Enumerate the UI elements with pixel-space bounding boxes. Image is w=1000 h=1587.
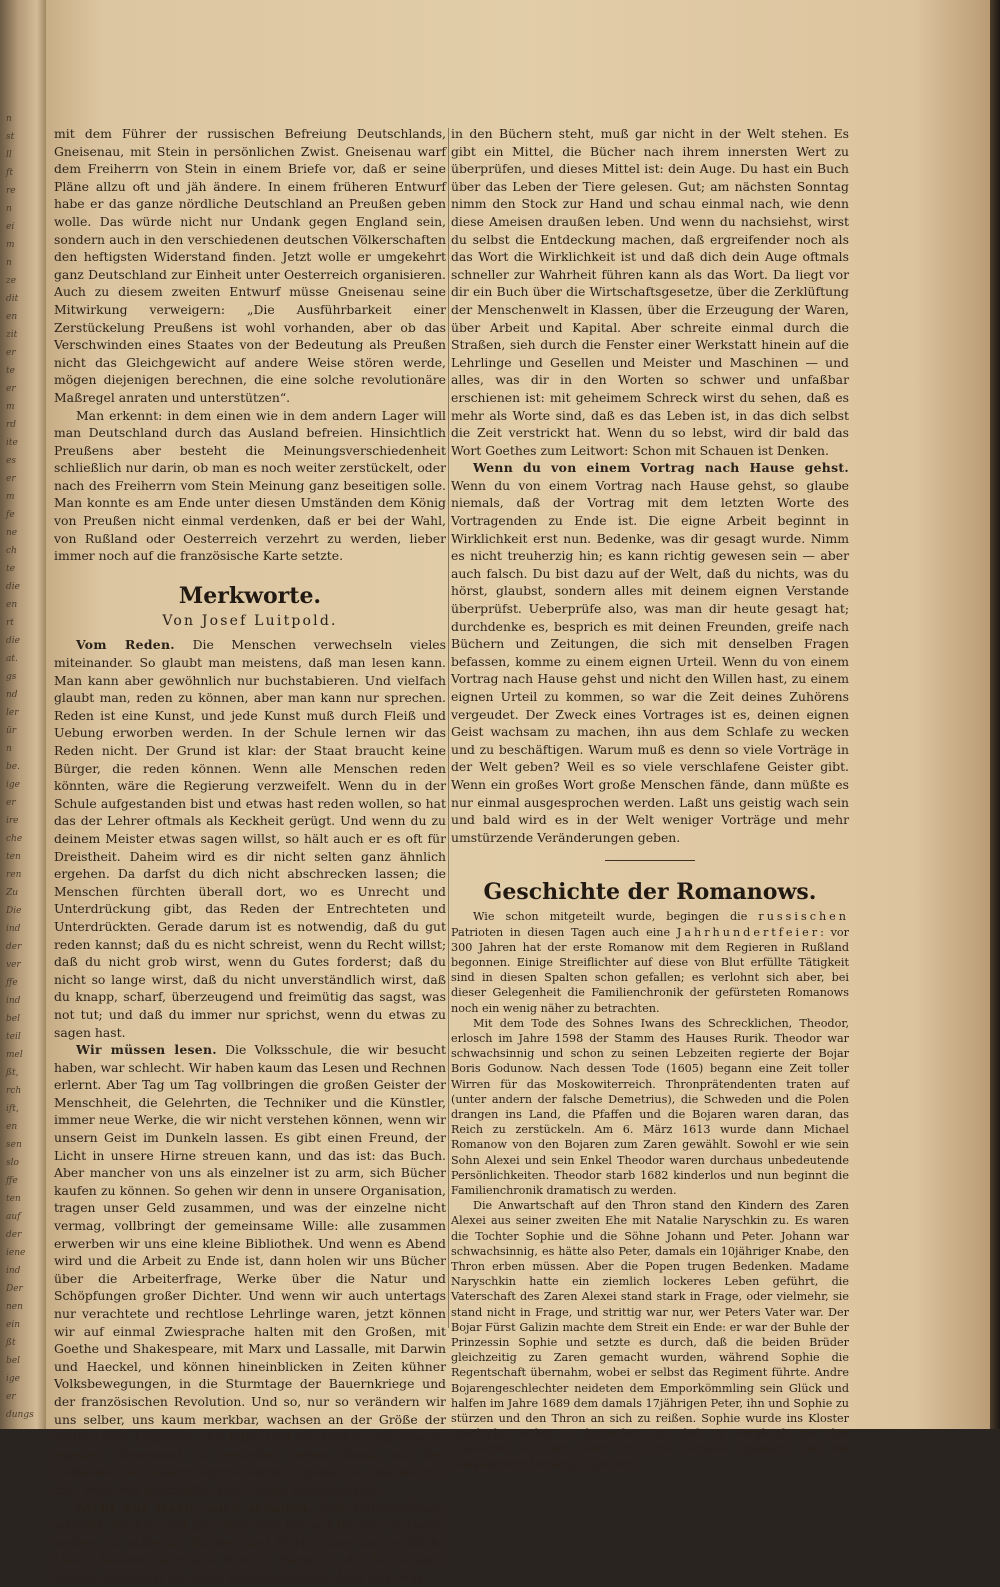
margin-fragment: ire (6, 816, 19, 826)
text-run-spaced: Jahrhundertfeier (676, 925, 821, 939)
margin-fragment: fe (6, 510, 15, 520)
text-run: : vor 300 Jahren hat der erste Romanow mit dem Regieren in Rußland begonnen. Einige Streiflichter auf diese von Blut erfüllte Tätigkeit sind in diesen Spalten schon gefallen; es verlohnt sich aber, bei dieser Gelegenheit die Familienchronik der gefürsteten Romanows noch ein wenig näher zu betrachten. (451, 925, 850, 1015)
margin-fragment: ffe (6, 1176, 18, 1186)
margin-fragment: ffe (6, 978, 18, 988)
margin-fragment: ige (6, 1374, 20, 1384)
section-divider (605, 860, 695, 861)
margin-fragment: ßt (6, 1338, 16, 1348)
margin-fragment: che (6, 834, 23, 844)
continued-article-text: mit dem Führer der russischen Befreiung Deutschlands, Gneisenau, mit Stein in persönlichen Zwist. Gneisenau warf dem Freiherrn von Stein in einem Briefe vor, daß er seine Pläne allzu oft und jäh ändere. In einem früheren Entwurf habe er das ganze nördliche Deutschland an Preußen geben wolle. Das würde nicht nur Undank gegen England sein, sondern auch in den verschiedenen deutschen Völkerschaften den heftigsten Widerstand finden. Jetzt wolle er umgekehrt ganz Deutschland zur Einheit unter Oesterreich organisieren. Auch zu diesem zweiten Entwurf müsse Gneisenau seine Mitwirkung verweigern: „Die Ausführbarkeit einer Zerstückelung Preußens ist wohl vorhanden, aber ob das Verschwinden eines Staates von der Bedeutung als Preußen nicht das Gleichgewicht auf andere Weise stören werde, mögen diejenigen berechnen, die eine solche revolutionäre Maßregel anraten und unterstützen“. (54, 126, 446, 405)
margin-fragment: er (6, 348, 16, 358)
text-run: Wie schon mitgeteilt wurde, begingen die (473, 910, 759, 924)
article-byline: Von Josef Luitpold. (162, 612, 338, 629)
margin-fragment: ige (6, 780, 20, 790)
margin-fragment: dungs (6, 1410, 34, 1420)
margin-fragment: n (6, 258, 12, 268)
section-lead: Vom Reden. (76, 637, 175, 653)
margin-fragment: ift, (6, 1104, 19, 1114)
margin-fragment: Die (6, 906, 22, 916)
margin-fragment: ite (6, 438, 18, 448)
margin-fragment: zit (6, 330, 18, 340)
romanows-paragraph-2: Mit dem Tode des Sohnes Iwans des Schrecklichen, Theodor, erlosch im Jahre 1598 der Stamm des Hauses Rurik. Theodor war schwachsinnig und schon zu seinen Lebzeiten regierte der Bojar Boris Godunow. Nach dessen Tode (1605) begann eine Zeit toller Wirren für das Moskowiterreich. Thronprätendenten traten auf (unter andern der falsche Demetrius), die Schweden und die Polen drangen ins Land, die Pfaffen und die Bojaren waren daran, das Reich zu zerstückeln. Am 6. März 1613 wurde dann Michael Romanow von den Bojaren zum Zaren gewählt. Sowohl er wie sein Sohn Alexei und sein Enkel Theodor waren durchaus unbedeutende Persönlichkeiten. Theodor starb 1682 kinderlos und nun beginnt die Familienchronik dramatisch zu werden. (451, 1016, 849, 1197)
margin-fragment: nen (6, 1302, 23, 1312)
margin-fragment: st (6, 132, 15, 142)
margin-fragment: es (6, 456, 16, 466)
margin-fragment: te (6, 366, 15, 376)
margin-fragment: ind (6, 1266, 21, 1276)
margin-fragment: gs (6, 672, 17, 682)
margin-fragment: ßt, (6, 1068, 19, 1078)
margin-fragment: er (6, 1392, 16, 1402)
margin-fragment: die (6, 636, 20, 646)
article-title-romanows: Geschichte der Romanows. (483, 879, 817, 906)
section-lead: Wenn du von einem Vortrag nach Hause gehst. (473, 460, 849, 476)
margin-fragment: ren (6, 870, 22, 880)
margin-fragment: der (6, 942, 22, 952)
margin-fragment: ten (6, 1194, 21, 1204)
margin-fragment: iene (6, 1248, 26, 1258)
paragraph-nicht-nur-lesen (54, 1499, 446, 1587)
margin-fragment: be. (6, 762, 20, 772)
paragraph-text: Jede Uebertreibung schadet. Bücher sind gut, aber sich nur auf Bücher verlassen wollen, ist schlecht. Bücher sind Worte, aber das wirkliche Leben besteht nicht aus Worten. Wenn du die Buchstaben kennst, so kannst du vieles zusammenlesen. Aber das, was (54, 1499, 446, 1585)
margin-fragment: re (6, 186, 16, 196)
margin-fragment: rt (6, 618, 14, 628)
paragraph-text: Die Volksschule, die wir besucht haben, war schlecht. Wir haben kaum das Lesen und Rechnen erlernt. Aber Tag um Tag vollbringen die großen Geister der Menschheit, die Gelehrten, die Techniker und die Künstler, immer neue Werke, die wir nicht verstehen können, wenn wir unsern Geist im Dunkeln lassen. Es gibt einen Freund, der Licht in unsere Hirne streuen kann, und das ist: das Buch. Aber mancher von uns als einzelner ist zu arm, sich Bücher kaufen zu können. So gehen wir denn in unsere Organisation, tragen unser Geld zusammen, und was der einzelne nicht vermag, vollbringt der gemeinsame Wille: alle zusammen erwerben wir uns eine kleine Bibliothek. Und wenn es Abend wird und die Arbeit zu Ende ist, dann holen wir uns Bücher über die Arbeiterfrage, Werke über die Natur und Schöpfungen großer Dichter. Und wenn wir auch untertags nur verachtete und rechtlose Lehrlinge waren, jetzt können wir auf einmal Zwiesprache halten mit den Großen, mit Goethe und Shakespeare, mit Marx und Lassalle, mit Darwin und Haeckel, und können hineinblicken in Zeiten kühner Volksbewegungen, in die Sturmtage der Bauernkriege und der französischen Revolution. Und so, nur so verändern wir uns selber, uns kaum merkbar, wachsen an der Größe der andern und beginnen, die Fülle und die Bedeutung unserer eigenen Gegenwart zu genießen, gehen daran, aus den Gedanken der andern eigene Taten zu gestalten, und werden das, wozu wir geschaffen sind: tätige Zeitgenossen. (54, 1042, 446, 1497)
section-lead: Nicht nur lesen, auch schauen. (76, 1499, 313, 1515)
margin-fragment: rch (6, 1086, 22, 1096)
margin-fragment: at. (6, 654, 18, 664)
adjacent-page-fragments (6, 110, 40, 1424)
margin-fragment: ver (6, 960, 21, 970)
margin-fragment: sen (6, 1140, 22, 1150)
margin-fragment: Der (6, 1284, 23, 1294)
margin-fragment: m (6, 492, 15, 502)
adjacent-page-edge (0, 0, 46, 1429)
romanows-article-body (451, 909, 849, 1472)
margin-fragment: Zu (6, 888, 19, 898)
text-run-spaced: russischen (758, 910, 849, 924)
margin-fragment: ler (6, 708, 19, 718)
margin-fragment: ür (6, 726, 17, 736)
margin-fragment: ze (6, 276, 17, 286)
margin-fragment: bel (6, 1356, 20, 1366)
margin-fragment: ind (6, 924, 21, 934)
continued-article-conclusion: Man erkennt: in dem einen wie in dem andern Lager will man Deutschland durch das Ausland befreien. Hinsichtlich Preußens aber besteht die Meinungsverschiedenheit schließlich nur darin, ob man es noch weiter zerstückelt, oder nach des Freiherrn vom Stein Meinung ganz beseitigen solle. Man konnte es am Ende unter diesen Umständen dem König von Preußen nicht einmal verdenken, daß er bei der Wahl, von Rußland oder Oesterreich verzehrt zu werden, lieber immer noch auf die französische Karte setzte. (54, 407, 446, 564)
margin-fragment: ind (6, 996, 21, 1006)
article-title-merkworte: Merkworte. (178, 582, 322, 609)
margin-fragment: ten (6, 852, 21, 862)
book-binding-edge (990, 0, 1000, 1429)
margin-fragment: n (6, 744, 12, 754)
margin-fragment: n (6, 204, 12, 214)
margin-fragment: mel (6, 1050, 23, 1060)
margin-fragment: nd (6, 690, 18, 700)
margin-fragment: en (6, 312, 18, 322)
margin-fragment: ein (6, 1320, 21, 1330)
paragraph-text: Wenn du von einem Vortrag nach Hause gehst, so glaube niemals, daß der Vortrag mit dem letzten Worte des Vortragenden zu Ende ist. Die eigne Arbeit beginnt in Wirklichkeit erst nun. Bedenke, was dir gesagt wurde. Nimm es nicht treuherzig hin; es kann richtig gewesen sein — aber auch falsch. Du bist dazu auf der Welt, daß du nichts, was du hörst, glaubst, sondern alles mit deinem eignen Verstande überprüfst. Ueberprüfe also, was man dir heute gesagt hat; durchdenke es, besprich es mit deinen Freunden, greife nach Büchern und Zeitungen, die sich mit denselben Fragen befassen, komme zu einem eignen Urteil. Wenn du von einem Vortrag nach Hause gehst und nicht den Willen hast, zu einem eignen Urteil zu kommen, so war die Zeit deines Zuhörens vergeudet. Der Zweck eines Vortrages ist es, deinen eignen Geist wachsam zu machen, ihn aus dem Schlafe zu wecken und zu beschäftigen. Warum muß es denn so viele Vorträge in der Welt geben? Weil es so viele verschlafene Geister gibt. Wenn ein großes Wort große Menschen fände, dann müßte es nur einmal ausgesprochen werden. Laßt uns geistig wach sein und bald wird es in der Welt weniger Vorträge und mehr umstürzende Veränderungen geben. (451, 477, 849, 845)
margin-fragment: ei (6, 222, 15, 232)
margin-fragment: ll (6, 150, 12, 160)
margin-fragment: n (6, 114, 12, 124)
romanows-paragraph-1 (451, 909, 849, 1015)
margin-fragment: der (6, 1230, 22, 1240)
margin-fragment: ch (6, 546, 17, 556)
margin-fragment: die (6, 582, 20, 592)
margin-fragment: ne (6, 528, 18, 538)
paragraph-vom-reden (54, 636, 446, 1041)
margin-fragment: m (6, 402, 15, 412)
margin-fragment: m (6, 240, 15, 250)
right-column (451, 125, 849, 1472)
text-run: Patrioten in diesen Tagen auch eine (451, 925, 677, 939)
margin-fragment: er (6, 798, 16, 808)
margin-fragment: ft (6, 168, 13, 178)
margin-fragment: er (6, 384, 16, 394)
column-rule (448, 128, 449, 1328)
paragraph-schauen-continued: in den Büchern steht, muß gar nicht in der Welt stehen. Es gibt ein Mittel, die Bücher nach ihrem innersten Wert zu überprüfen, und dieses Mittel ist: dein Auge. Du hast ein Buch über das Leben der Tiere gelesen. Gut; am nächsten Sonntag nimm den Stock zur Hand und schau einmal nach, wie denn diese Ameisen draußen leben. Und wenn du nachsiehst, wirst du selbst die Entdeckung machen, daß ergreifender noch als das Wort die Wirklichkeit ist und daß dich dein Auge oftmals schneller zur Wahrheit führen kann als das Wort. Da liegt vor dir ein Buch über die Wirtschaftsgesetze, über die Zerklüftung der Menschenwelt in Klassen, über die Erzeugung der Waren, über Arbeit und Kapital. Aber schreite einmal durch die Straßen, sieh durch die Fenster einer Werkstatt hinein auf die Lehrlinge und Gesellen und Meister und Maschinen — und alles, was dir in den Worten so schwer und unfaßbar erschienen ist: mit geheimem Schreck wirst du sehen, daß es mehr als Worte sind, daß es das Leben ist, in das dich selbst die Zeit verstrickt hat. Wenn du so lebst, wird dir bald das Wort Goethes zum Leitwort: Schon mit Schauen ist Denken. (451, 126, 849, 458)
section-lead: Wir müssen lesen. (76, 1042, 217, 1058)
left-column (54, 125, 446, 1587)
paragraph-text: Die Menschen verwechseln vieles miteinander. So glaubt man meistens, daß man lesen kann. Man kann aber gewöhnlich nur buchstabieren. Und vielfach glaubt man, reden zu können, aber man kann nur sprechen. Reden ist eine Kunst, und jede Kunst muß durch Fleiß und Uebung erworben werden. In der Schule lernen wir das Reden nicht. Der Grund ist klar: der Staat braucht keine Bürger, die reden können. Wenn alle Menschen reden könnten, wäre die Regierung verzweifelt. Wenn du in der Schule aufgestanden bist und etwas hast reden wollen, so hat das der Lehrer oftmals als Keckheit gerügt. Und wenn du zu deinem Meister etwas sagen willst, so hält auch er es oft für Dreistheit. Daheim wird es dir nicht selten ganz ähnlich ergehen. Da darfst du dich nicht abschrecken lassen; die Menschen fürchten überall dort, wo es Unrecht und Unterdrückung gibt, das Reden der Entrechteten und Unterdrückten. Gerade darum ist es notwendig, daß du gut reden kannst; daß du es nicht schreist, wenn du Recht willst; daß du nicht grob wirst, wenn du Gutes forderst; daß du nicht so lange wirst, daß du nicht unverständlich wirst, daß du knapp, scharf, überzeugend und freimütig das sagst, was not tut; und daß du immer nur sprichst, wenn du etwas zu sagen hast. (54, 637, 446, 1040)
margin-fragment: te (6, 564, 15, 574)
margin-fragment: er (6, 474, 16, 484)
romanows-paragraph-3: Die Anwartschaft auf den Thron stand den Kindern des Zaren Alexei aus seiner zweiten Ehe mit Natalie Naryschkin zu. Es waren die Tochter Sophie und die Söhne Johann und Peter. Johann war schwachsinnig, es hätte also Peter, damals ein 10jähriger Knabe, den Thron erben müssen. Aber die Popen trugen Bedenken. Madame Naryschkin hatte ein ziemlich lockeres Leben geführt, die Vaterschaft des Zaren Alexei stand stark in Frage, oder vielmehr, sie stand nicht in Frage, und strittig war nur, wer Peters Vater war. Der Bojar Fürst Galizin machte dem Streit ein Ende: er war der Buhle der Prinzessin Sophie und setzte es durch, daß die beiden Brüder gleichzeitig zu Zaren gemacht wurden, während Sophie die Regentschaft übernahm, wobei er selbst das Regiment führte. Andre Bojarengeschlechter neideten dem Emporkömmling sein Glück und halfen im Jahre 1689 dem damals 17jährigen Peter, ihn und Sophie zu stürzen und den Thron an sich zu reißen. Sophie wurde ins Kloster geschickt, wobei zu bemerken ist, daß im Vergleich mit den russischen Klöstern jener Zeit die Verliese Spaniens und die Bleikammern Venedigs idyllische (451, 1199, 849, 1471)
margin-fragment: en (6, 600, 18, 610)
margin-fragment: rd (6, 420, 17, 430)
margin-fragment: slo (6, 1158, 19, 1168)
paragraph-vortrag (451, 459, 849, 846)
margin-fragment: auf (6, 1212, 21, 1222)
margin-fragment: dit (6, 294, 19, 304)
margin-fragment: en (6, 1122, 18, 1132)
margin-fragment: teil (6, 1032, 21, 1042)
paragraph-wir-muessen-lesen (54, 1041, 446, 1498)
margin-fragment: bel (6, 1014, 20, 1024)
